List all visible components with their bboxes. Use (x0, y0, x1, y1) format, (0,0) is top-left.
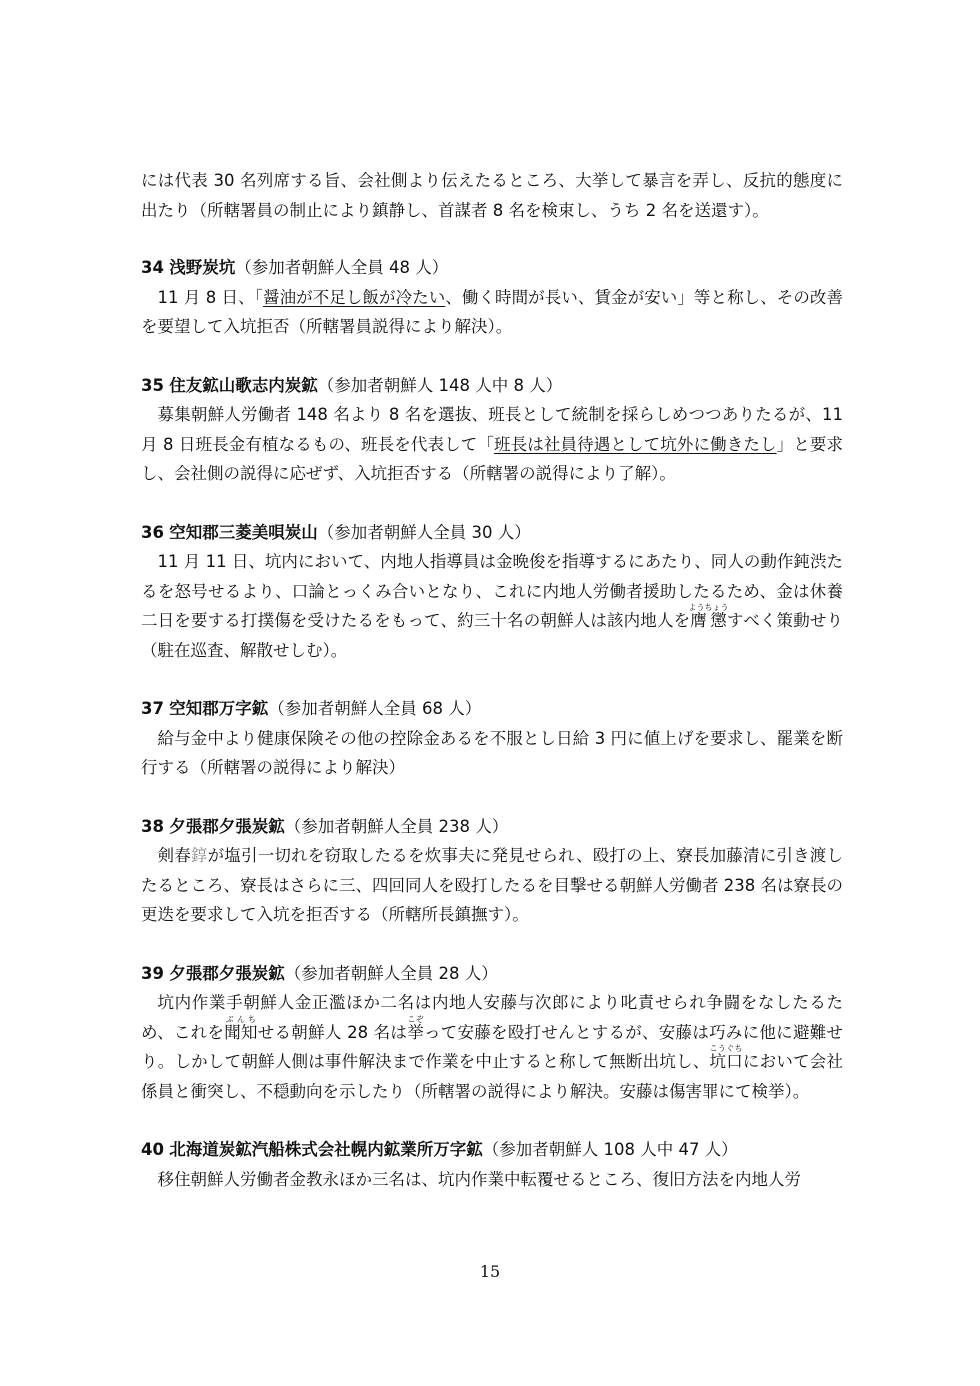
entry-heading (141, 1135, 843, 1165)
mine-name: 住友鉱山歌志内炭鉱 (169, 375, 318, 395)
entry-heading (141, 518, 843, 548)
underlined-quote: 班長は社員待遇として坑外に働きたし (494, 434, 777, 454)
entry-heading (141, 959, 843, 989)
gray-character: 錞 (190, 846, 208, 865)
body-text: が塩引一切れを窃取したるを炊事夫に発見せられ、殴打の上、寮長加藤清に引き渡したるところ、寮長はさらに三、四回同人を殴打したるを目撃せる朝鮮人労働者 238 名は寮長の更迭を要求して入坑を拒否する（所轄所長鎮撫す）。 (141, 846, 843, 924)
participants: （参加者朝鮮人 108 人中 47 人） (482, 1140, 738, 1159)
body-text: すべく策動せり（駐在巡査、解散せしむ）。 (141, 611, 843, 660)
ruby-reading: こうぐち (709, 1044, 743, 1053)
body-text: 剣春 (157, 846, 191, 865)
body-text: せる朝鮮人 28 名は (257, 1022, 408, 1042)
continued-paragraph: には代表 30 名列席する旨、会社側より伝えたるところ、大挙して暴言を弄し、反抗的態度に出たり（所轄署員の制止により鎮静し、首謀者 8 名を検束し、うち 2 名を送還す）。 (141, 171, 843, 220)
incident-entry-36 (141, 518, 843, 666)
page-number: 15 (479, 1262, 501, 1281)
entry-heading (141, 812, 843, 842)
participants: （参加者朝鮮人全員 68 人） (268, 699, 482, 718)
ruby-reading: ようちょう (688, 603, 729, 612)
ruby-base: 坑口 (709, 1052, 743, 1071)
body-text: 募集朝鮮人労働者 148 名より 8 名を選抜、班長として統制を採らしめつつありたるが、11 月 8 日班長金有植なるもの、班長を代表して「 (141, 405, 843, 454)
entry-body (141, 283, 843, 342)
mine-name: 北海道炭鉱汽船株式会社幌内鉱業所万字鉱 (169, 1140, 483, 1159)
entry-number: 34 (141, 258, 164, 277)
entry-number: 37 (141, 699, 164, 718)
ruby-word (407, 1014, 424, 1042)
body-text: 11 月 11 日、坑内において、内地人指導員は金晩俊を指導するにあたり、同人の動作鈍渋たるを怒号せるより、口論とっくみ合いとなり、これに内地人労働者援助したるため、金は休養二日を要する打撲傷を受けたるをもって、約三十名の朝鮮人は該内地人を (141, 552, 843, 630)
mine-name: 空知郡万字鉱 (169, 699, 269, 718)
body-text: 、働く時間が長い、賃金が安い」等と称し、その改善を要望して入坑拒否（所轄署員説得により解決）。 (141, 287, 844, 336)
entry-number: 40 (141, 1140, 164, 1159)
entry-body (141, 400, 843, 489)
participants: （参加者朝鮮人全員 238 人） (284, 816, 509, 836)
ruby-reading: ぶんち (224, 1014, 258, 1024)
body-text: 坑内作業手朝鮮人金正濫ほか二名は内地人安藤与次郎により叱責せられ争闘をなしたるため、これを (141, 993, 843, 1042)
ruby-base: 膺懲 (688, 611, 729, 630)
incident-entry-38 (141, 812, 843, 930)
ruby-base: 挙 (407, 1022, 424, 1042)
entry-heading (141, 694, 843, 724)
body-text: 」と要求し、会社側の説得に応ぜず、入坑拒否する（所轄署の説得により了解）。 (141, 434, 844, 483)
entry-number: 36 (141, 522, 164, 542)
entry-number: 39 (141, 963, 164, 983)
mine-name: 夕張郡夕張炭鉱 (169, 963, 285, 983)
entry-body (141, 841, 843, 930)
mine-name: 夕張郡夕張炭鉱 (169, 816, 285, 836)
body-text: 11 月 8 日、「 (157, 287, 263, 307)
ruby-word (224, 1014, 258, 1042)
participants: （参加者朝鮮人 148 人中 8 人） (317, 375, 563, 395)
mine-name: 浅野炭坑 (169, 258, 236, 277)
entry-number: 38 (141, 816, 164, 836)
entry-body (141, 988, 843, 1106)
entry-body (141, 547, 843, 665)
incident-entry-40 (141, 1135, 843, 1194)
incident-entry-35 (141, 371, 843, 489)
body-text: って安藤を殴打せんとするが、安藤は巧みに他に避難せり。しかして朝鮮人側は事件解決まで作業を中止すると称して無断出坑し、 (141, 1022, 843, 1071)
incident-entry-34 (141, 253, 843, 342)
entry-body: 移住朝鮮人労働者金教永ほか三名は、坑内作業中転覆せるところ、復旧方法を内地人労 (157, 1169, 801, 1189)
ruby-reading: こぞ (407, 1014, 424, 1024)
participants: （参加者朝鮮人全員 48 人） (235, 258, 449, 277)
ruby-base: 聞知 (224, 1022, 258, 1042)
incident-entry-37 (141, 694, 843, 783)
entry-heading (141, 253, 843, 283)
participants: （参加者朝鮮人全員 28 人） (284, 963, 498, 983)
incident-entry-39 (141, 959, 843, 1107)
underlined-quote: 醤油が不足し飯が冷たい (263, 287, 446, 307)
entry-heading (141, 371, 843, 401)
ruby-word (709, 1044, 743, 1071)
participants: （参加者朝鮮人全員 30 人） (317, 522, 531, 542)
mine-name: 空知郡三菱美唄炭山 (169, 522, 318, 542)
entry-body: 給与金中より健康保険その他の控除金あるを不服とし日給 3 円に値上げを要求し、罷業を断行する（所轄署の説得により解決） (141, 728, 843, 777)
entry-number: 35 (141, 375, 164, 395)
body-text: において会社係員と衝突し、不穏動向を示したり（所轄署の説得により解決。安藤は傷害罪にて検挙）。 (141, 1052, 844, 1101)
ruby-word (688, 603, 729, 630)
page-content (141, 166, 843, 1194)
